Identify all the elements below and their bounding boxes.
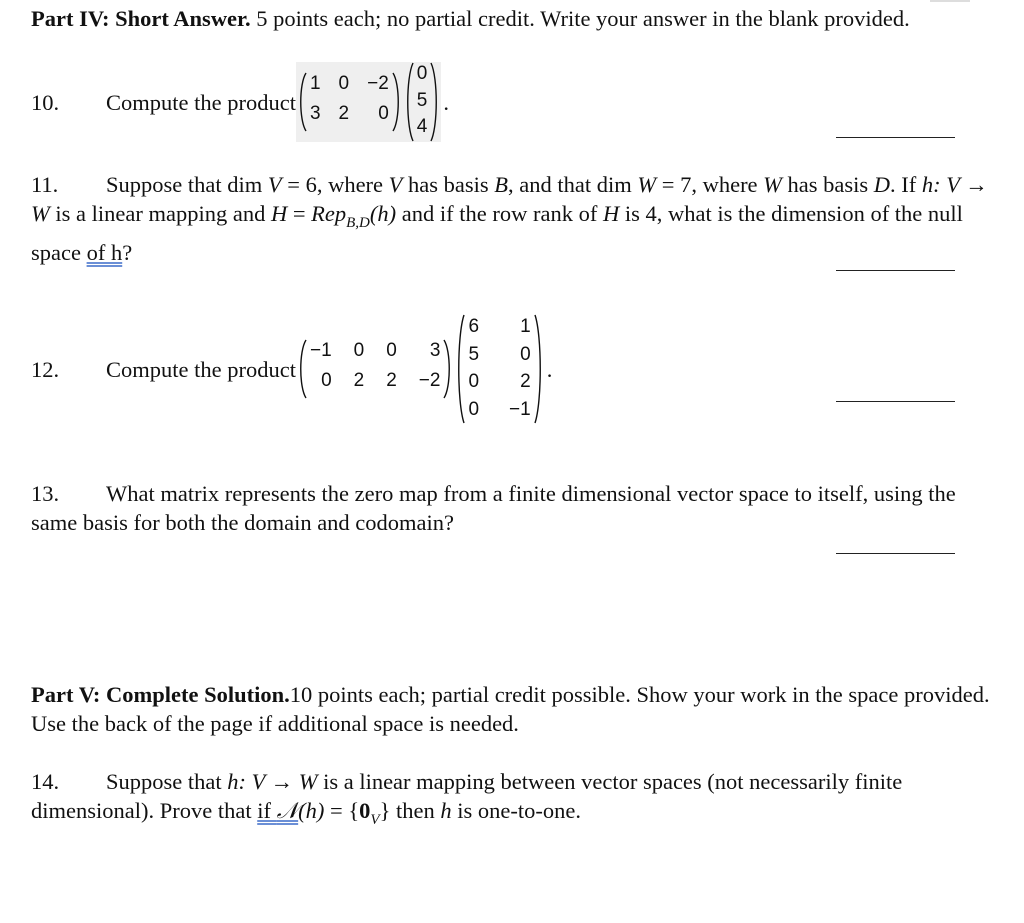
question-10-answer-blank[interactable] <box>836 137 955 138</box>
question-12-number: 12. <box>31 356 60 382</box>
question-12-matrix-left-cells <box>308 339 443 399</box>
q11-text: is 4, what is the dimension of the null space <box>31 201 963 265</box>
q11-text: has basis <box>402 172 495 197</box>
matrix-cell: 1 <box>520 316 531 337</box>
question-11-number: 11. <box>31 172 59 197</box>
matrix-cell: 0 <box>520 343 531 365</box>
matrix-cell: 2 <box>520 371 531 392</box>
question-12 <box>31 312 552 426</box>
question-10-text: Compute the product <box>106 89 296 115</box>
q11-text: , and that dim <box>508 172 638 197</box>
left-paren-icon <box>297 72 308 132</box>
question-12-period: . <box>546 356 553 382</box>
q11-rep-arg: (h) <box>369 201 397 226</box>
right-paren-icon <box>391 72 402 132</box>
q11-text: . If <box>890 172 922 197</box>
part-v-instructions: 10 points each; partial credit possible. Show your work in the space provided. Use the back of the page if additional space is needed. <box>31 682 990 736</box>
matrix-cell: −2 <box>367 73 389 94</box>
q11-text: and if the row rank of <box>396 201 603 226</box>
q11-rep-sub: B,D <box>346 214 370 231</box>
vector-cell: 0 <box>416 63 428 84</box>
question-11 <box>31 170 991 267</box>
q14-map: h: V → W <box>227 769 318 794</box>
question-10-vector-cells <box>415 62 430 142</box>
q14-if-n <box>257 798 298 823</box>
part-iv-heading: Part IV: Short Answer. <box>31 6 251 31</box>
question-10-matrix <box>297 72 402 132</box>
question-14-number: 14. <box>31 769 60 794</box>
question-10-matrix-cells <box>308 72 391 132</box>
question-13-number: 13. <box>31 481 60 506</box>
left-paren-icon <box>455 314 466 424</box>
question-12-text: Compute the product <box>106 356 296 382</box>
q11-text: = <box>287 201 312 226</box>
q11-text: = 7, where <box>656 172 764 197</box>
matrix-cell: 1 <box>309 73 321 94</box>
matrix-cell: 2 <box>338 103 350 124</box>
matrix-cell: 2 <box>353 370 365 391</box>
matrix-cell: 3 <box>309 103 321 124</box>
question-14 <box>31 767 991 835</box>
question-12-answer-blank[interactable] <box>836 401 955 402</box>
matrix-cell: 3 <box>429 340 441 361</box>
q11-var: V <box>388 172 403 197</box>
q11-var: D <box>873 172 891 197</box>
question-11-answer-blank[interactable] <box>836 270 955 271</box>
matrix-cell: −1 <box>309 340 332 361</box>
q14-null-symbol: 𝒩 <box>276 798 299 823</box>
matrix-cell: 5 <box>468 343 480 365</box>
matrix-cell: 6 <box>468 316 480 337</box>
q14-nh: (h) <box>298 798 325 823</box>
q11-map: h: V → W <box>31 172 988 226</box>
q11-var: B <box>494 172 509 197</box>
left-paren-icon <box>297 339 308 399</box>
q11-var: W <box>763 172 782 197</box>
q14-text: is one-to-one. <box>451 798 581 823</box>
q11-var: H <box>602 201 620 226</box>
question-10-vector <box>404 62 441 142</box>
question-10-expression <box>296 62 441 142</box>
part-v-intro <box>31 680 991 738</box>
question-13-text: What matrix represents the zero map from a finite dimensional vector space to itself, using the same basis for both the domain and codomain? <box>31 481 956 535</box>
q11-rep: Rep <box>311 201 347 226</box>
matrix-cell: 0 <box>468 398 480 420</box>
question-12-matrix-right <box>455 314 543 424</box>
question-10 <box>31 64 449 140</box>
q14-text: = { <box>324 798 360 823</box>
vector-cell: 4 <box>416 116 428 138</box>
matrix-cell: −2 <box>418 370 441 391</box>
q11-text: Suppose that dim <box>106 172 268 197</box>
matrix-cell: 0 <box>378 103 389 124</box>
matrix-cell: −1 <box>509 398 531 420</box>
q14-text: is a linear mapping between vector spaces (not necessarily finite dimensional). Prove that <box>31 769 903 823</box>
q11-var: W <box>637 172 657 197</box>
question-10-number: 10. <box>31 89 60 115</box>
q14-text: Suppose that <box>106 769 228 794</box>
q14-var: h <box>440 798 452 823</box>
vector-cell: 5 <box>416 89 428 111</box>
matrix-cell: 2 <box>386 370 397 391</box>
matrix-cell: 0 <box>468 371 480 392</box>
q11-text: has basis <box>781 172 874 197</box>
matrix-cell: 0 <box>386 340 397 361</box>
right-paren-icon <box>533 314 544 424</box>
q11-text: is a linear mapping and <box>49 201 271 226</box>
right-paren-icon <box>429 62 440 142</box>
part-v-heading: Part V: Complete Solution. <box>31 682 290 707</box>
page-edge-rule <box>930 0 970 2</box>
matrix-cell: 0 <box>338 73 350 94</box>
matrix-cell: 0 <box>353 340 365 361</box>
q11-var: V <box>267 172 282 197</box>
question-12-matrix-right-cells <box>466 314 532 424</box>
q14-text: } then <box>379 798 441 823</box>
q11-of-h: of h <box>86 239 123 265</box>
question-13-answer-blank[interactable] <box>836 553 955 554</box>
matrix-cell: 0 <box>321 370 332 391</box>
left-paren-icon <box>404 62 415 142</box>
q14-if: if <box>257 798 277 823</box>
q14-zero-sub: V <box>370 811 380 828</box>
question-12-expression <box>296 314 545 424</box>
q11-var: H <box>270 201 288 226</box>
question-10-period: . <box>443 89 449 115</box>
question-12-matrix-left <box>297 339 454 399</box>
part-iv-intro <box>31 4 991 33</box>
q11-text: ? <box>122 239 133 265</box>
right-paren-icon <box>442 339 453 399</box>
question-13 <box>31 479 991 537</box>
q11-text: = 6, where <box>281 172 389 197</box>
part-iv-instructions: 5 points each; no partial credit. Write your answer in the blank provided. <box>250 6 910 31</box>
q14-zero: 0 <box>359 798 371 823</box>
